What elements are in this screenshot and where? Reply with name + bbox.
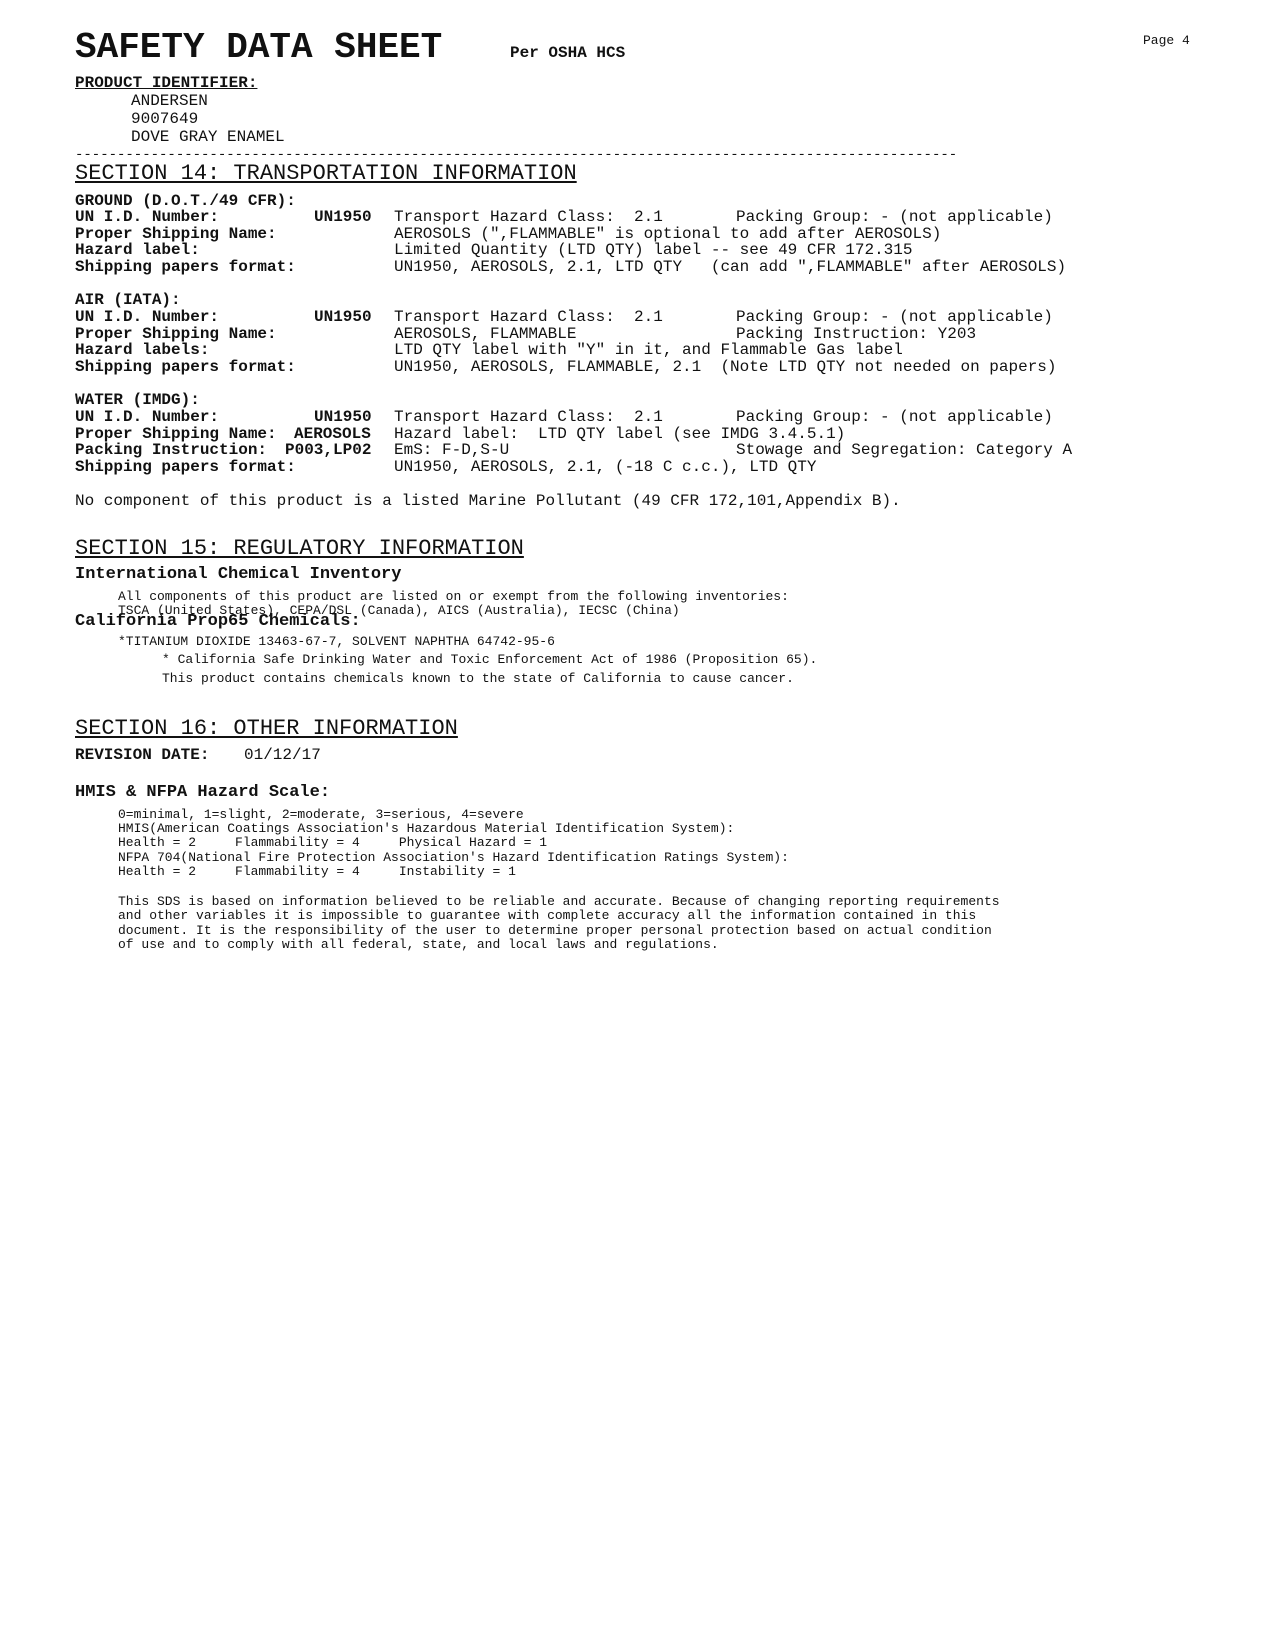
ground-papers-label: Shipping papers format: [75, 258, 296, 276]
ground-papers-value: UN1950, AEROSOLS, 2.1, LTD QTY (can add ",FLAMMABLE" after AEROSOLS) [394, 258, 1067, 276]
water-papers-value: UN1950, AEROSOLS, 2.1, (-18 C c.c.), LTD QTY [394, 458, 817, 476]
ground-hazard-class: Transport Hazard Class: 2.1 [394, 208, 663, 226]
water-hazard-class: Transport Hazard Class: 2.1 [394, 408, 663, 426]
water-un-label: UN I.D. Number: [75, 408, 220, 426]
water-psn-label: Proper Shipping Name: [75, 425, 277, 443]
water-hazard-label: Hazard label: LTD QTY label (see IMDG 3.4.5.1) [394, 425, 846, 443]
hazard-scale-heading: HMIS & NFPA Hazard Scale: [75, 783, 331, 802]
ground-psn-label: Proper Shipping Name: [75, 225, 277, 243]
water-packing-label: Packing Instruction: [75, 441, 268, 459]
hazard-scale-line: Health = 2 Flammability = 4 Physical Hazard = 1 [118, 835, 548, 850]
section-14-title: SECTION 14: TRANSPORTATION INFORMATION [75, 161, 577, 186]
ground-hazard-value: Limited Quantity (LTD QTY) label -- see 49 CFR 172.315 [394, 241, 913, 259]
ground-un-label: UN I.D. Number: [75, 208, 220, 226]
hazard-scale-line: NFPA 704(National Fire Protection Association's Hazard Identification Ratings System): [118, 850, 789, 865]
ground-hazard-label: Hazard label: [75, 241, 200, 259]
prop65-warning: This product contains chemicals known to the state of California to cause cancer. [162, 671, 794, 686]
water-un-value: UN1950 [314, 408, 372, 426]
disclaimer-line: This SDS is based on information believed to be reliable and accurate. Because of changing reporting requirements [118, 894, 1000, 909]
air-hazard-value: LTD QTY label with "Y" in it, and Flammable Gas label [394, 341, 903, 359]
marine-pollutant-note: No component of this product is a listed Marine Pollutant (49 CFR 172,101,Appendix B). [75, 492, 901, 510]
document-title: SAFETY DATA SHEET [75, 27, 443, 68]
product-identifier-line: ANDERSEN [131, 92, 208, 110]
air-hazard-label: Hazard labels: [75, 341, 210, 359]
inventory-heading: International Chemical Inventory [75, 565, 402, 584]
inventory-line: TSCA (United States), CEPA/DSL (Canada), AICS (Australia), IECSC (China) [118, 603, 680, 618]
water-packing-group: Packing Group: - (not applicable) [736, 408, 1053, 426]
ground-un-value: UN1950 [314, 208, 372, 226]
water-heading: WATER (IMDG): [75, 391, 200, 409]
product-identifier-line: 9007649 [131, 110, 199, 128]
inventory-line: All components of this product are listed on or exempt from the following inventories: [118, 589, 789, 604]
air-packing-group: Packing Group: - (not applicable) [736, 308, 1053, 326]
disclaimer-line: of use and to comply with all federal, state, and local laws and regulations. [118, 937, 719, 952]
air-papers-value: UN1950, AEROSOLS, FLAMMABLE, 2.1 (Note LTD QTY not needed on papers) [394, 358, 1057, 376]
ground-heading: GROUND (D.O.T./49 CFR): [75, 192, 296, 210]
revision-date-value: 01/12/17 [244, 746, 321, 764]
product-identifier-label: PRODUCT IDENTIFIER: [75, 74, 258, 92]
ground-psn-value: AEROSOLS (",FLAMMABLE" is optional to add after AEROSOLS) [394, 225, 942, 243]
air-psn-label: Proper Shipping Name: [75, 325, 277, 343]
ground-packing-group: Packing Group: - (not applicable) [736, 208, 1053, 226]
air-heading: AIR (IATA): [75, 291, 181, 309]
document-subtitle: Per OSHA HCS [510, 44, 626, 62]
product-identifier-line: DOVE GRAY ENAMEL [131, 128, 285, 146]
section-16-title: SECTION 16: OTHER INFORMATION [75, 716, 458, 741]
air-hazard-class: Transport Hazard Class: 2.1 [394, 308, 663, 326]
hazard-scale-line: 0=minimal, 1=slight, 2=moderate, 3=serious, 4=severe [118, 807, 524, 822]
prop65-act: * California Safe Drinking Water and Toxic Enforcement Act of 1986 (Proposition 65). [162, 652, 818, 667]
water-stowage: Stowage and Segregation: Category A [736, 441, 1073, 459]
water-ems: EmS: F-D,S-U [394, 441, 510, 459]
water-packing-value: P003,LP02 [285, 441, 372, 459]
prop65-heading: California Prop65 Chemicals: [75, 612, 361, 631]
section-divider: --------------------------------------------------------------------------------------------------------- [75, 148, 958, 162]
prop65-chemicals: *TITANIUM DIOXIDE 13463-67-7, SOLVENT NAPHTHA 64742-95-6 [118, 634, 555, 649]
air-un-value: UN1950 [314, 308, 372, 326]
disclaimer-line: and other variables it is impossible to guarantee with complete accuracy all the information contained in this [118, 908, 977, 923]
page-number: Page 4 [1143, 33, 1190, 48]
hazard-scale-line: Health = 2 Flammability = 4 Instability = 1 [118, 864, 516, 879]
revision-date-label: REVISION DATE: [75, 746, 210, 764]
water-papers-label: Shipping papers format: [75, 458, 296, 476]
air-packing-instruction: Packing Instruction: Y203 [736, 325, 977, 343]
hazard-scale-line: HMIS(American Coatings Association's Hazardous Material Identification System): [118, 821, 735, 836]
air-psn-value: AEROSOLS, FLAMMABLE [394, 325, 577, 343]
air-un-label: UN I.D. Number: [75, 308, 220, 326]
disclaimer-line: document. It is the responsibility of the user to determine proper personal protection based on actual condition [118, 923, 992, 938]
water-psn-value: AEROSOLS [294, 425, 371, 443]
section-15-title: SECTION 15: REGULATORY INFORMATION [75, 536, 524, 561]
air-papers-label: Shipping papers format: [75, 358, 296, 376]
